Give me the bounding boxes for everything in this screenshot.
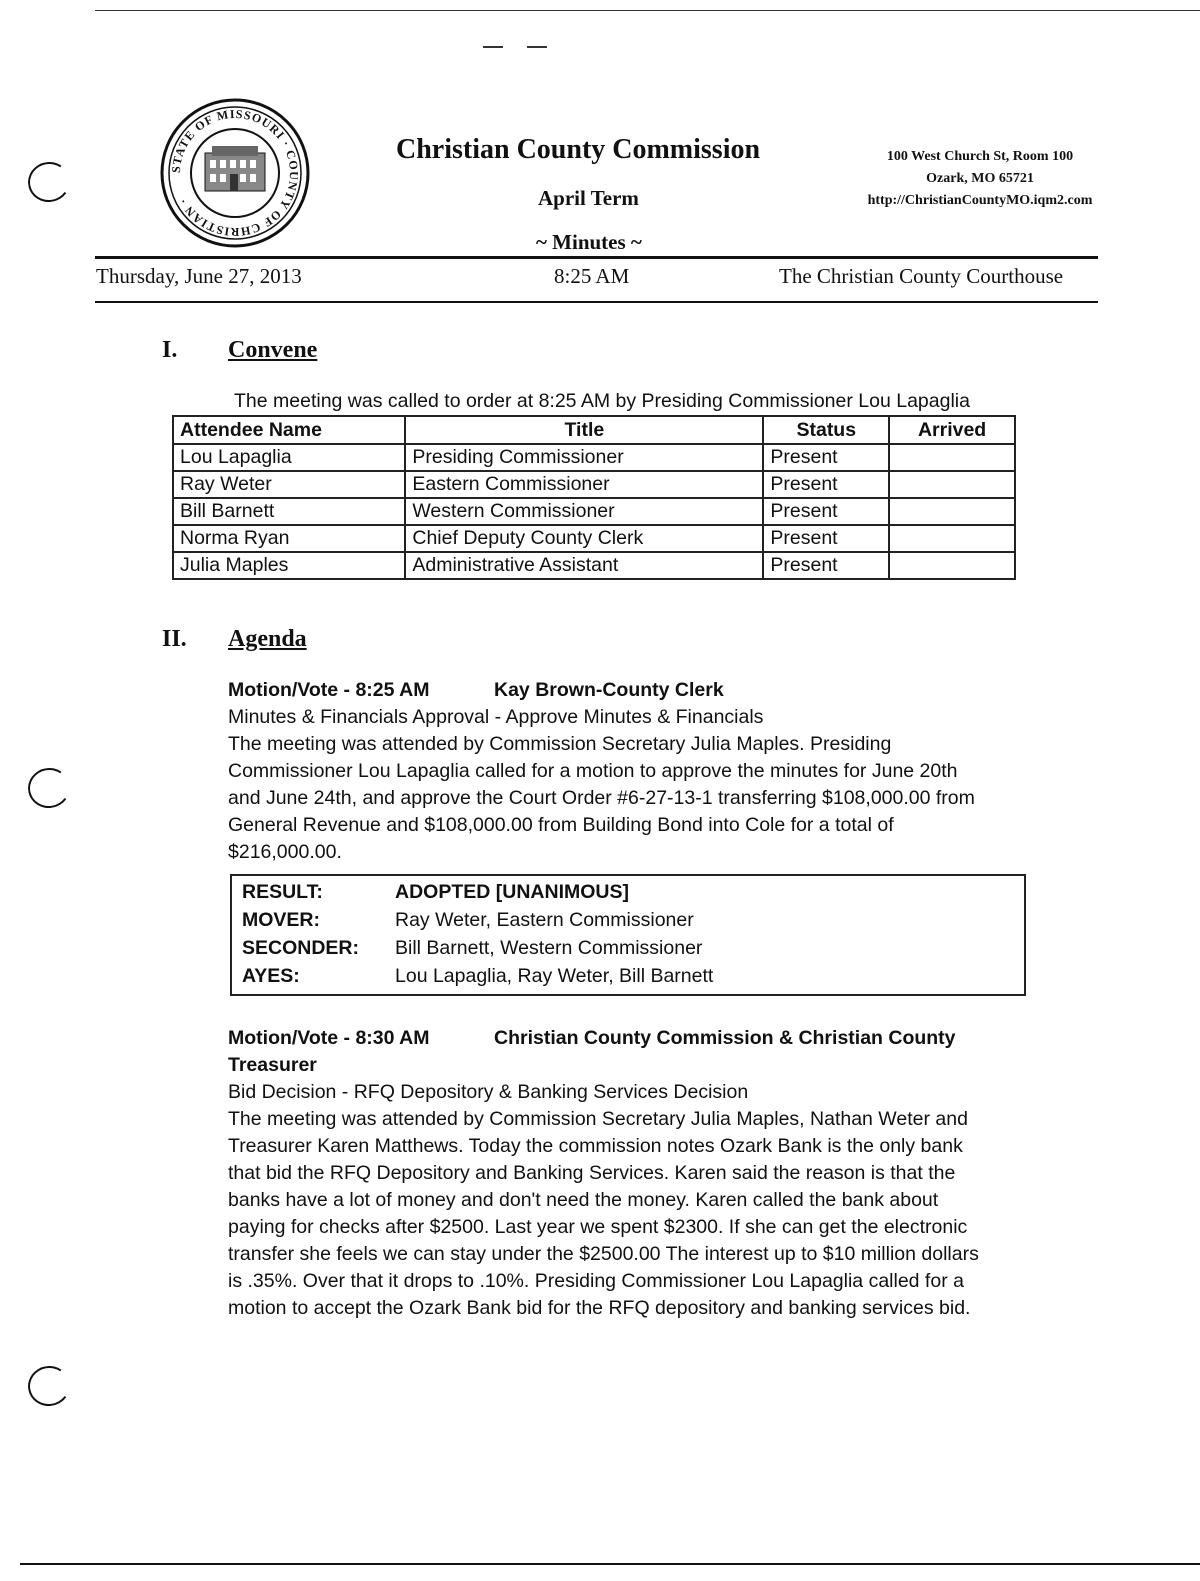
county-seal-logo — [160, 98, 310, 248]
item1-description — [228, 731, 1048, 866]
attendee-status: Present — [763, 471, 889, 498]
attendee-arrived — [889, 471, 1015, 498]
seconder-label: SECONDER: — [242, 937, 360, 959]
table-row — [173, 525, 1015, 552]
attendee-title: Administrative Assistant — [405, 552, 763, 579]
table-row — [173, 471, 1015, 498]
section-number-convene: I. — [162, 337, 178, 363]
item1-subject: Minutes & Financials Approval - Approve Minutes & Financials — [228, 706, 764, 728]
scan-edge-top — [95, 10, 1200, 11]
punch-hole-bottom — [25, 1363, 73, 1410]
item2-presenter: Christian County Commission & Christian County — [494, 1027, 956, 1049]
item2-line: transfer she feels we can stay under the $2500.00 The interest up to $10 million dollars — [228, 1243, 979, 1265]
item1-line: General Revenue and $108,000.00 from Building Bond into Cole for a total of — [228, 814, 894, 836]
seconder-value: Bill Barnett, Western Commissioner — [395, 937, 703, 959]
attendee-table — [172, 415, 1016, 580]
col-title: Title — [405, 416, 763, 444]
address-city: Ozark, MO 65721 — [926, 171, 1034, 186]
col-status: Status — [763, 416, 889, 444]
item2-presenter-cont: Treasurer — [228, 1054, 317, 1076]
attendee-table-header — [173, 416, 1015, 444]
attendee-name: Ray Weter — [173, 471, 405, 498]
attendee-status: Present — [763, 525, 889, 552]
section-title-agenda: Agenda — [228, 626, 307, 652]
item2-line: is .35%. Over that it drops to .10%. Presiding Commissioner Lou Lapaglia called for a — [228, 1270, 964, 1292]
commission-title: Christian County Commission — [396, 134, 761, 165]
item2-line: Treasurer Karen Matthews. Today the commission notes Ozark Bank is the only bank — [228, 1135, 963, 1157]
table-row — [173, 498, 1015, 525]
item2-description — [228, 1106, 1058, 1322]
result-value: ADOPTED [UNANIMOUS] — [395, 881, 629, 903]
ayes-label: AYES: — [242, 965, 300, 987]
mover-label: MOVER: — [242, 909, 320, 931]
meeting-date: Thursday, June 27, 2013 — [96, 264, 302, 288]
scan-mark — [527, 46, 547, 48]
item2-subject: Bid Decision - RFQ Depository & Banking Services Decision — [228, 1081, 749, 1103]
item2-line: paying for checks after $2500. Last year we spent $2300. If she can get the electronic — [228, 1216, 968, 1238]
item1-presenter: Kay Brown-County Clerk — [494, 679, 724, 701]
attendee-arrived — [889, 498, 1015, 525]
attendee-name: Bill Barnett — [173, 498, 405, 525]
address-street: 100 West Church St, Room 100 — [886, 149, 1074, 164]
mover-value: Ray Weter, Eastern Commissioner — [395, 909, 694, 931]
item1-line: Commissioner Lou Lapaglia called for a motion to approve the minutes for June 20th — [228, 760, 958, 782]
scan-mark — [483, 46, 503, 48]
term-label: April Term — [538, 186, 639, 210]
section-number-agenda: II. — [162, 626, 187, 652]
header-rule-bottom — [95, 301, 1098, 303]
header-rule-top — [95, 256, 1098, 259]
col-attendee-name: Attendee Name — [173, 416, 405, 444]
item1-line: $216,000.00. — [228, 841, 342, 863]
attendee-status: Present — [763, 444, 889, 471]
item2-line: that bid the RFQ Depository and Banking Services. Karen said the reason is that the — [228, 1162, 956, 1184]
scan-edge-bottom — [20, 1563, 1200, 1565]
item1-heading: Motion/Vote - 8:25 AM — [228, 679, 430, 701]
svg-text:STATE OF MISSOURI · COUNTY OF: STATE OF MISSOURI · COUNTY OF CHRISTIAN · — [168, 106, 302, 240]
attendee-title: Eastern Commissioner — [405, 471, 763, 498]
convene-intro: The meeting was called to order at 8:25 AM by Presiding Commissioner Lou Lapaglia — [234, 390, 970, 412]
minutes-label: ~ Minutes ~ — [536, 230, 642, 254]
item2-heading: Motion/Vote - 8:30 AM — [228, 1027, 430, 1049]
col-arrived: Arrived — [889, 416, 1015, 444]
ayes-value: Lou Lapaglia, Ray Weter, Bill Barnett — [395, 965, 714, 987]
meeting-time: 8:25 AM — [554, 264, 630, 288]
attendee-title: Presiding Commissioner — [405, 444, 763, 471]
vote-result-box — [230, 874, 1026, 996]
result-label: RESULT: — [242, 881, 323, 903]
attendee-title: Western Commissioner — [405, 498, 763, 525]
attendee-status: Present — [763, 552, 889, 579]
item2-line: The meeting was attended by Commission Secretary Julia Maples, Nathan Weter and — [228, 1108, 968, 1130]
attendee-name: Lou Lapaglia — [173, 444, 405, 471]
punch-hole-top — [25, 159, 73, 206]
section-title-convene: Convene — [228, 337, 318, 363]
attendee-title: Chief Deputy County Clerk — [405, 525, 763, 552]
item1-line: The meeting was attended by Commission Secretary Julia Maples. Presiding — [228, 733, 892, 755]
punch-hole-middle — [25, 765, 73, 812]
attendee-name: Norma Ryan — [173, 525, 405, 552]
attendee-name: Julia Maples — [173, 552, 405, 579]
meeting-location: The Christian County Courthouse — [779, 264, 1064, 288]
table-row — [173, 444, 1015, 471]
item2-line: banks have a lot of money and don't need the money. Karen called the bank about — [228, 1189, 939, 1211]
website-link[interactable]: http://ChristianCountyMO.iqm2.com — [867, 193, 1093, 208]
attendee-arrived — [889, 444, 1015, 471]
attendee-arrived — [889, 525, 1015, 552]
attendee-arrived — [889, 552, 1015, 579]
address-block — [850, 146, 1110, 212]
item2-line: motion to accept the Ozark Bank bid for the RFQ depository and banking services bid. — [228, 1297, 971, 1319]
item1-line: and June 24th, and approve the Court Order #6-27-13-1 transferring $108,000.00 from — [228, 787, 975, 809]
attendee-status: Present — [763, 498, 889, 525]
table-row — [173, 552, 1015, 579]
